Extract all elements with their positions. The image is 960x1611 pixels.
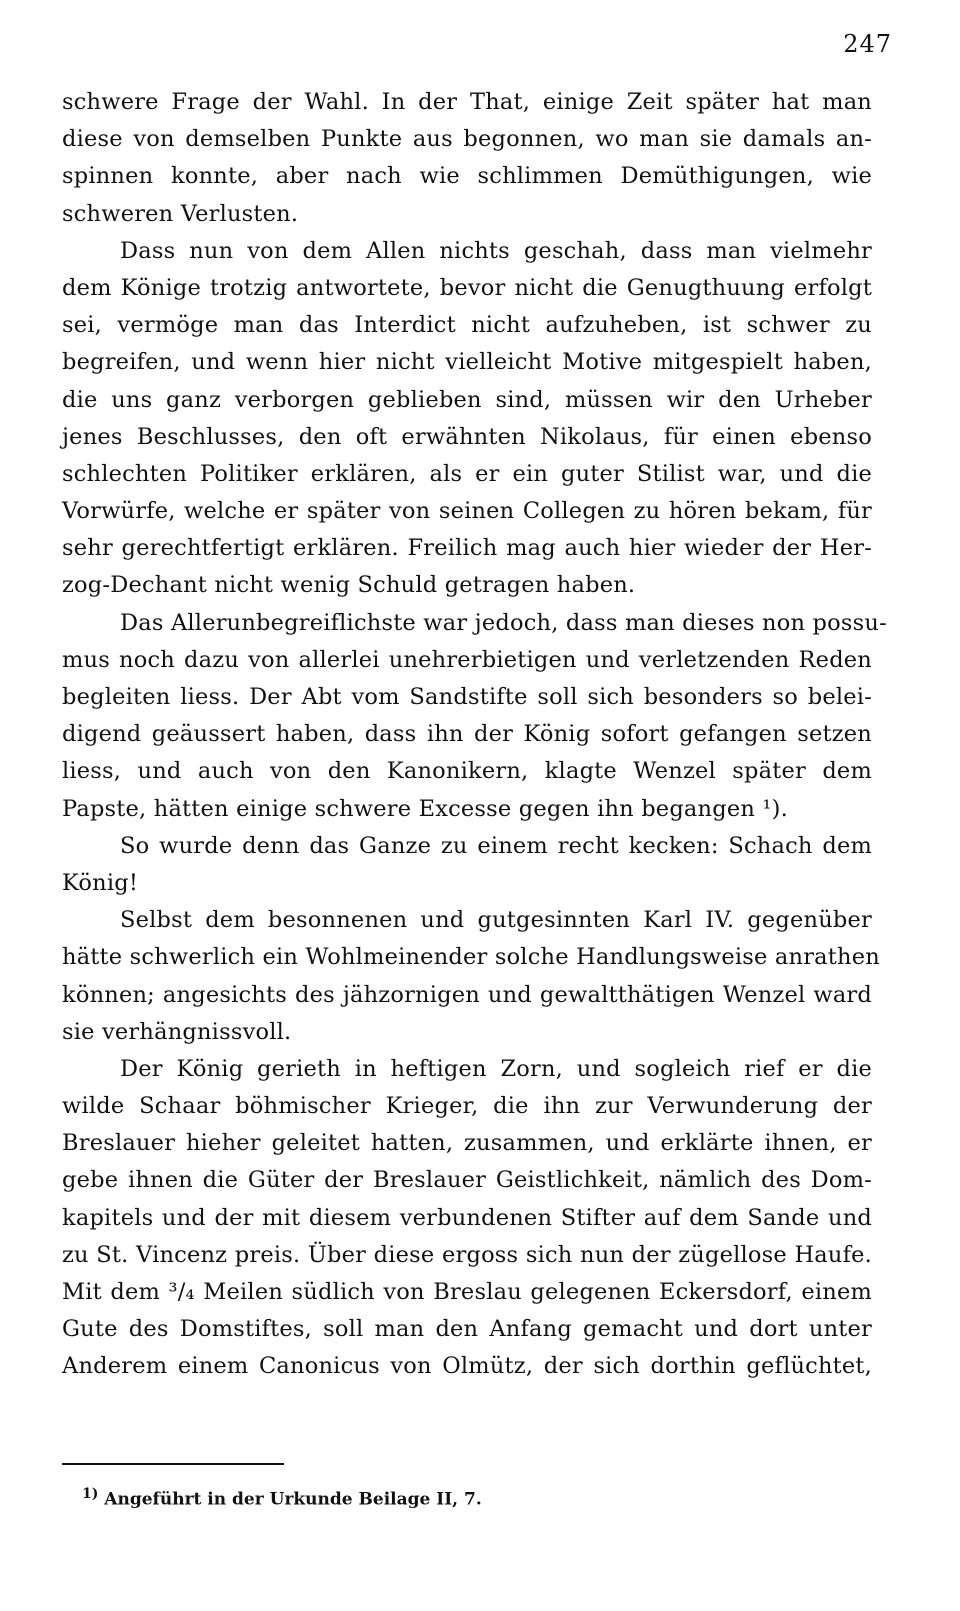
text-line: Papste, hätten einige schwere Excesse gegen ihn begangen ¹). (62, 795, 788, 822)
footnote-marker: 1) (82, 1486, 99, 1502)
text-line: zog-Dechant nicht wenig Schuld getragen haben. (62, 572, 636, 599)
text-line: sie verhängnissvoll. (62, 1018, 292, 1045)
text-line: begreifen, und wenn hier nicht vielleicht Motive mitgespielt haben, (62, 349, 872, 376)
text-line: diese von demselben Punkte aus begonnen, wo man sie damals an- (62, 126, 872, 153)
text-line: die uns ganz verborgen geblieben sind, müssen wir den Urheber (62, 386, 872, 413)
text-line: kapitels und der mit diesem verbundenen Stifter auf dem Sande und (62, 1204, 872, 1231)
text-line: liess, und auch von den Kanonikern, klagte Wenzel später dem (62, 758, 872, 785)
text-line: zu St. Vincenz preis. Über diese ergoss sich nun der zügellose Haufe. (62, 1241, 872, 1268)
text-line: Der König gerieth in heftigen Zorn, und sogleich rief er die (120, 1055, 872, 1082)
text-line: sei, vermöge man das Interdict nicht aufzuheben, ist schwer zu (62, 312, 872, 339)
text-line: mus noch dazu von allerlei unehrerbietigen und verletzenden Reden (62, 646, 872, 673)
text-line: digend geäussert haben, dass ihn der König sofort gefangen setzen (62, 721, 872, 748)
text-line: jenes Beschlusses, den oft erwähnten Nikolaus, für einen ebenso (62, 423, 872, 450)
text-line: sehr gerechtfertigt erklären. Freilich mag auch hier wieder der Her- (62, 535, 872, 562)
text-line: Gute des Domstiftes, soll man den Anfang gemacht und dort unter (62, 1316, 872, 1343)
text-line: So wurde denn das Ganze zu einem recht kecken: Schach dem (120, 832, 872, 859)
footnote (82, 1486, 482, 1510)
text-line: König! (62, 869, 139, 896)
text-line: spinnen konnte, aber nach wie schlimmen Demüthigungen, wie (62, 163, 872, 190)
text-line: wilde Schaar böhmischer Krieger, die ihn zur Verwunderung der (62, 1093, 872, 1120)
footnote-divider (62, 1463, 284, 1465)
text-line: gebe ihnen die Güter der Breslauer Geistlichkeit, nämlich des Dom- (62, 1167, 872, 1194)
page-number: 247 (843, 30, 892, 58)
text-line: schlechten Politiker erklären, als er ein guter Stilist war, und die (62, 460, 872, 487)
text-line: Anderem einem Canonicus von Olmütz, der sich dorthin geflüchtet, (62, 1353, 872, 1380)
text-line: begleiten liess. Der Abt vom Sandstifte soll sich besonders so belei- (62, 684, 872, 710)
text-line: Vorwürfe, welche er später von seinen Collegen zu hören bekam, für (62, 498, 872, 525)
text-line: schweren Verlusten. (62, 200, 299, 227)
text-line: Mit dem ³/₄ Meilen südlich von Breslau gelegenen Eckersdorf, einem (62, 1279, 872, 1305)
text-line: Das Allerunbegreiflichste war jedoch, dass man dieses non possu- (120, 609, 887, 636)
text-line: können; angesichts des jähzornigen und gewaltthätigen Wenzel ward (62, 981, 872, 1008)
text-line: schwere Frage der Wahl. In der That, einige Zeit später hat man (62, 89, 872, 115)
text-line: Selbst dem besonnenen und gutgesinnten Karl IV. gegenüber (120, 907, 872, 934)
text-line: Breslauer hieher geleitet hatten, zusammen, und erklärte ihnen, er (62, 1130, 872, 1157)
text-line: Dass nun von dem Allen nichts geschah, dass man vielmehr (120, 237, 872, 264)
text-line: dem Könige trotzig antwortete, bevor nicht die Genugthuung erfolgt (62, 274, 872, 301)
text-line: hätte schwerlich ein Wohlmeinender solche Handlungsweise anrathen (62, 944, 880, 971)
body-text (62, 84, 887, 1386)
footnote-text: Angeführt in der Urkunde Beilage II, 7. (104, 1489, 482, 1510)
